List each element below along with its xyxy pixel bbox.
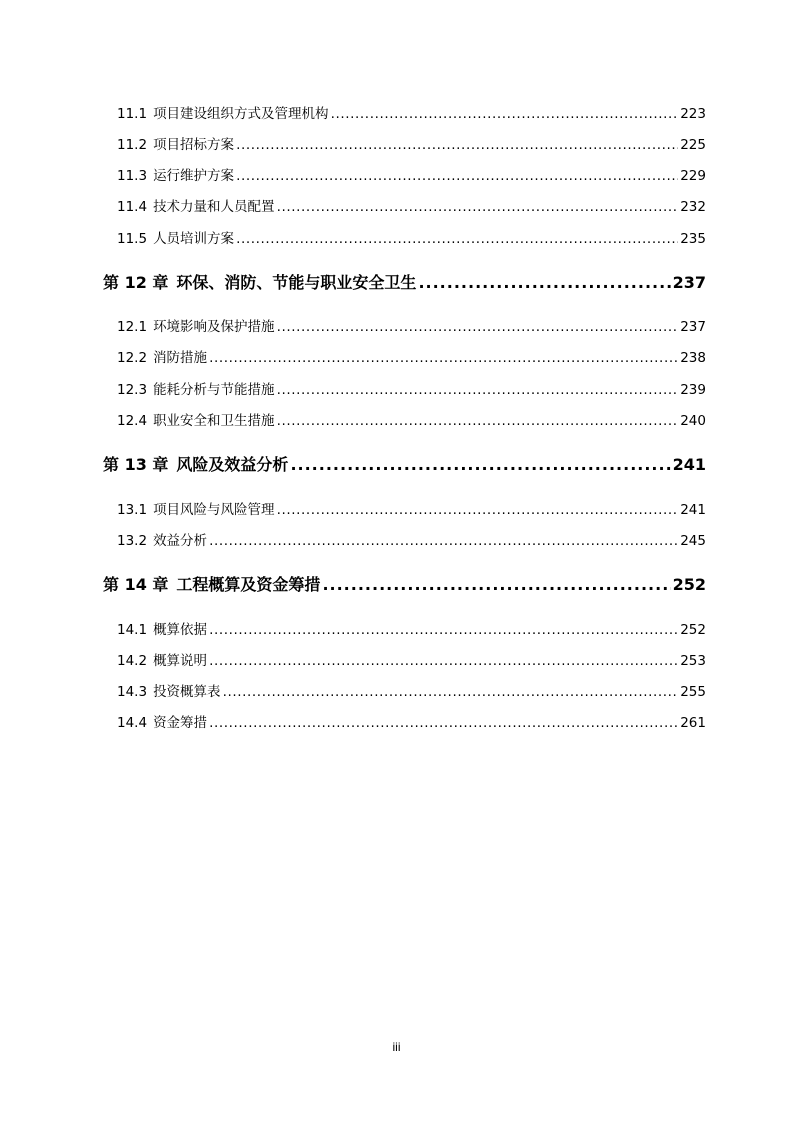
entry-number: 12.3 [117,382,148,398]
entry-title: 能耗分析与节能措施 [153,382,275,398]
chapter-page: 237 [672,273,706,292]
entry-page: 245 [680,533,706,549]
entry-number: 13.2 [117,533,148,549]
toc-entry[interactable] [117,649,706,669]
leader-dots [277,502,679,518]
entry-number: 14.4 [117,715,148,731]
leader-dots [236,168,678,184]
toc-entry[interactable] [117,498,706,518]
entry-title: 概算依据 [153,622,208,638]
entry-title: 技术力量和人员配置 [153,199,275,215]
entry-page: 255 [680,684,706,700]
entry-number: 14.3 [117,684,148,700]
entry-number: 11.3 [117,168,148,184]
toc-entry[interactable] [117,378,706,398]
entry-title: 投资概算表 [153,684,221,700]
chapter-page: 241 [672,455,706,474]
toc-entry[interactable] [117,529,706,549]
entry-number: 12.4 [117,413,148,429]
toc-chapter[interactable] [103,270,706,293]
chapter-number: 第 12 章 [103,273,169,292]
leader-dots [331,106,679,122]
entry-title: 效益分析 [153,533,208,549]
leader-dots [209,533,678,549]
entry-page: 229 [680,168,706,184]
entry-number: 11.1 [117,106,148,122]
toc-entry[interactable] [117,680,706,700]
entry-title: 项目风险与风险管理 [153,502,275,518]
leader-dots [322,575,670,594]
page-number-footer: iii [392,1040,401,1054]
toc-entry[interactable] [117,164,706,184]
toc-entry[interactable] [117,102,706,122]
entry-title: 概算说明 [153,653,208,669]
toc-entry[interactable] [117,711,706,731]
entry-page: 241 [680,502,706,518]
toc-entry[interactable] [117,227,706,247]
entry-number: 11.5 [117,231,148,247]
entry-page: 237 [680,319,706,335]
chapter-page: 252 [672,575,706,594]
entry-number: 14.1 [117,622,148,638]
leader-dots [236,231,678,247]
entry-page: 232 [680,199,706,215]
leader-dots [209,653,678,669]
entry-page: 252 [680,622,706,638]
leader-dots [277,413,679,429]
toc-entry[interactable] [117,618,706,638]
entry-page: 238 [680,350,706,366]
leader-dots [277,199,679,215]
entry-number: 14.2 [117,653,148,669]
entry-page: 225 [680,137,706,153]
entry-page: 240 [680,413,706,429]
entry-number: 12.1 [117,319,148,335]
leader-dots [223,684,679,700]
entry-title: 人员培训方案 [153,231,235,247]
entry-title: 资金筹措 [153,715,208,731]
entry-title: 职业安全和卫生措施 [153,413,275,429]
chapter-number: 第 13 章 [103,455,169,474]
toc-entry[interactable] [117,409,706,429]
toc-entry[interactable] [117,195,706,215]
leader-dots [418,273,670,292]
entry-title: 项目建设组织方式及管理机构 [153,106,329,122]
entry-page: 239 [680,382,706,398]
entry-page: 223 [680,106,706,122]
chapter-number: 第 14 章 [103,575,169,594]
entry-number: 11.4 [117,199,148,215]
entry-title: 运行维护方案 [153,168,235,184]
leader-dots [209,350,678,366]
entry-number: 12.2 [117,350,148,366]
leader-dots [209,622,678,638]
toc-chapter[interactable] [103,572,706,595]
entry-title: 消防措施 [153,350,208,366]
toc-entry[interactable] [117,315,706,335]
leader-dots [236,137,678,153]
entry-page: 261 [680,715,706,731]
entry-page: 235 [680,231,706,247]
entry-number: 11.2 [117,137,148,153]
leader-dots [277,382,679,398]
chapter-title: 环保、消防、节能与职业安全卫生 [176,273,417,292]
toc-entry[interactable] [117,346,706,366]
chapter-title: 工程概算及资金筹措 [176,575,321,594]
entry-title: 项目招标方案 [153,137,235,153]
leader-dots [277,319,679,335]
entry-number: 13.1 [117,502,148,518]
chapter-title: 风险及效益分析 [176,455,289,474]
entry-page: 253 [680,653,706,669]
entry-title: 环境影响及保护措施 [153,319,275,335]
leader-dots [290,455,670,474]
toc-entry[interactable] [117,133,706,153]
toc-chapter[interactable] [103,452,706,475]
leader-dots [209,715,678,731]
